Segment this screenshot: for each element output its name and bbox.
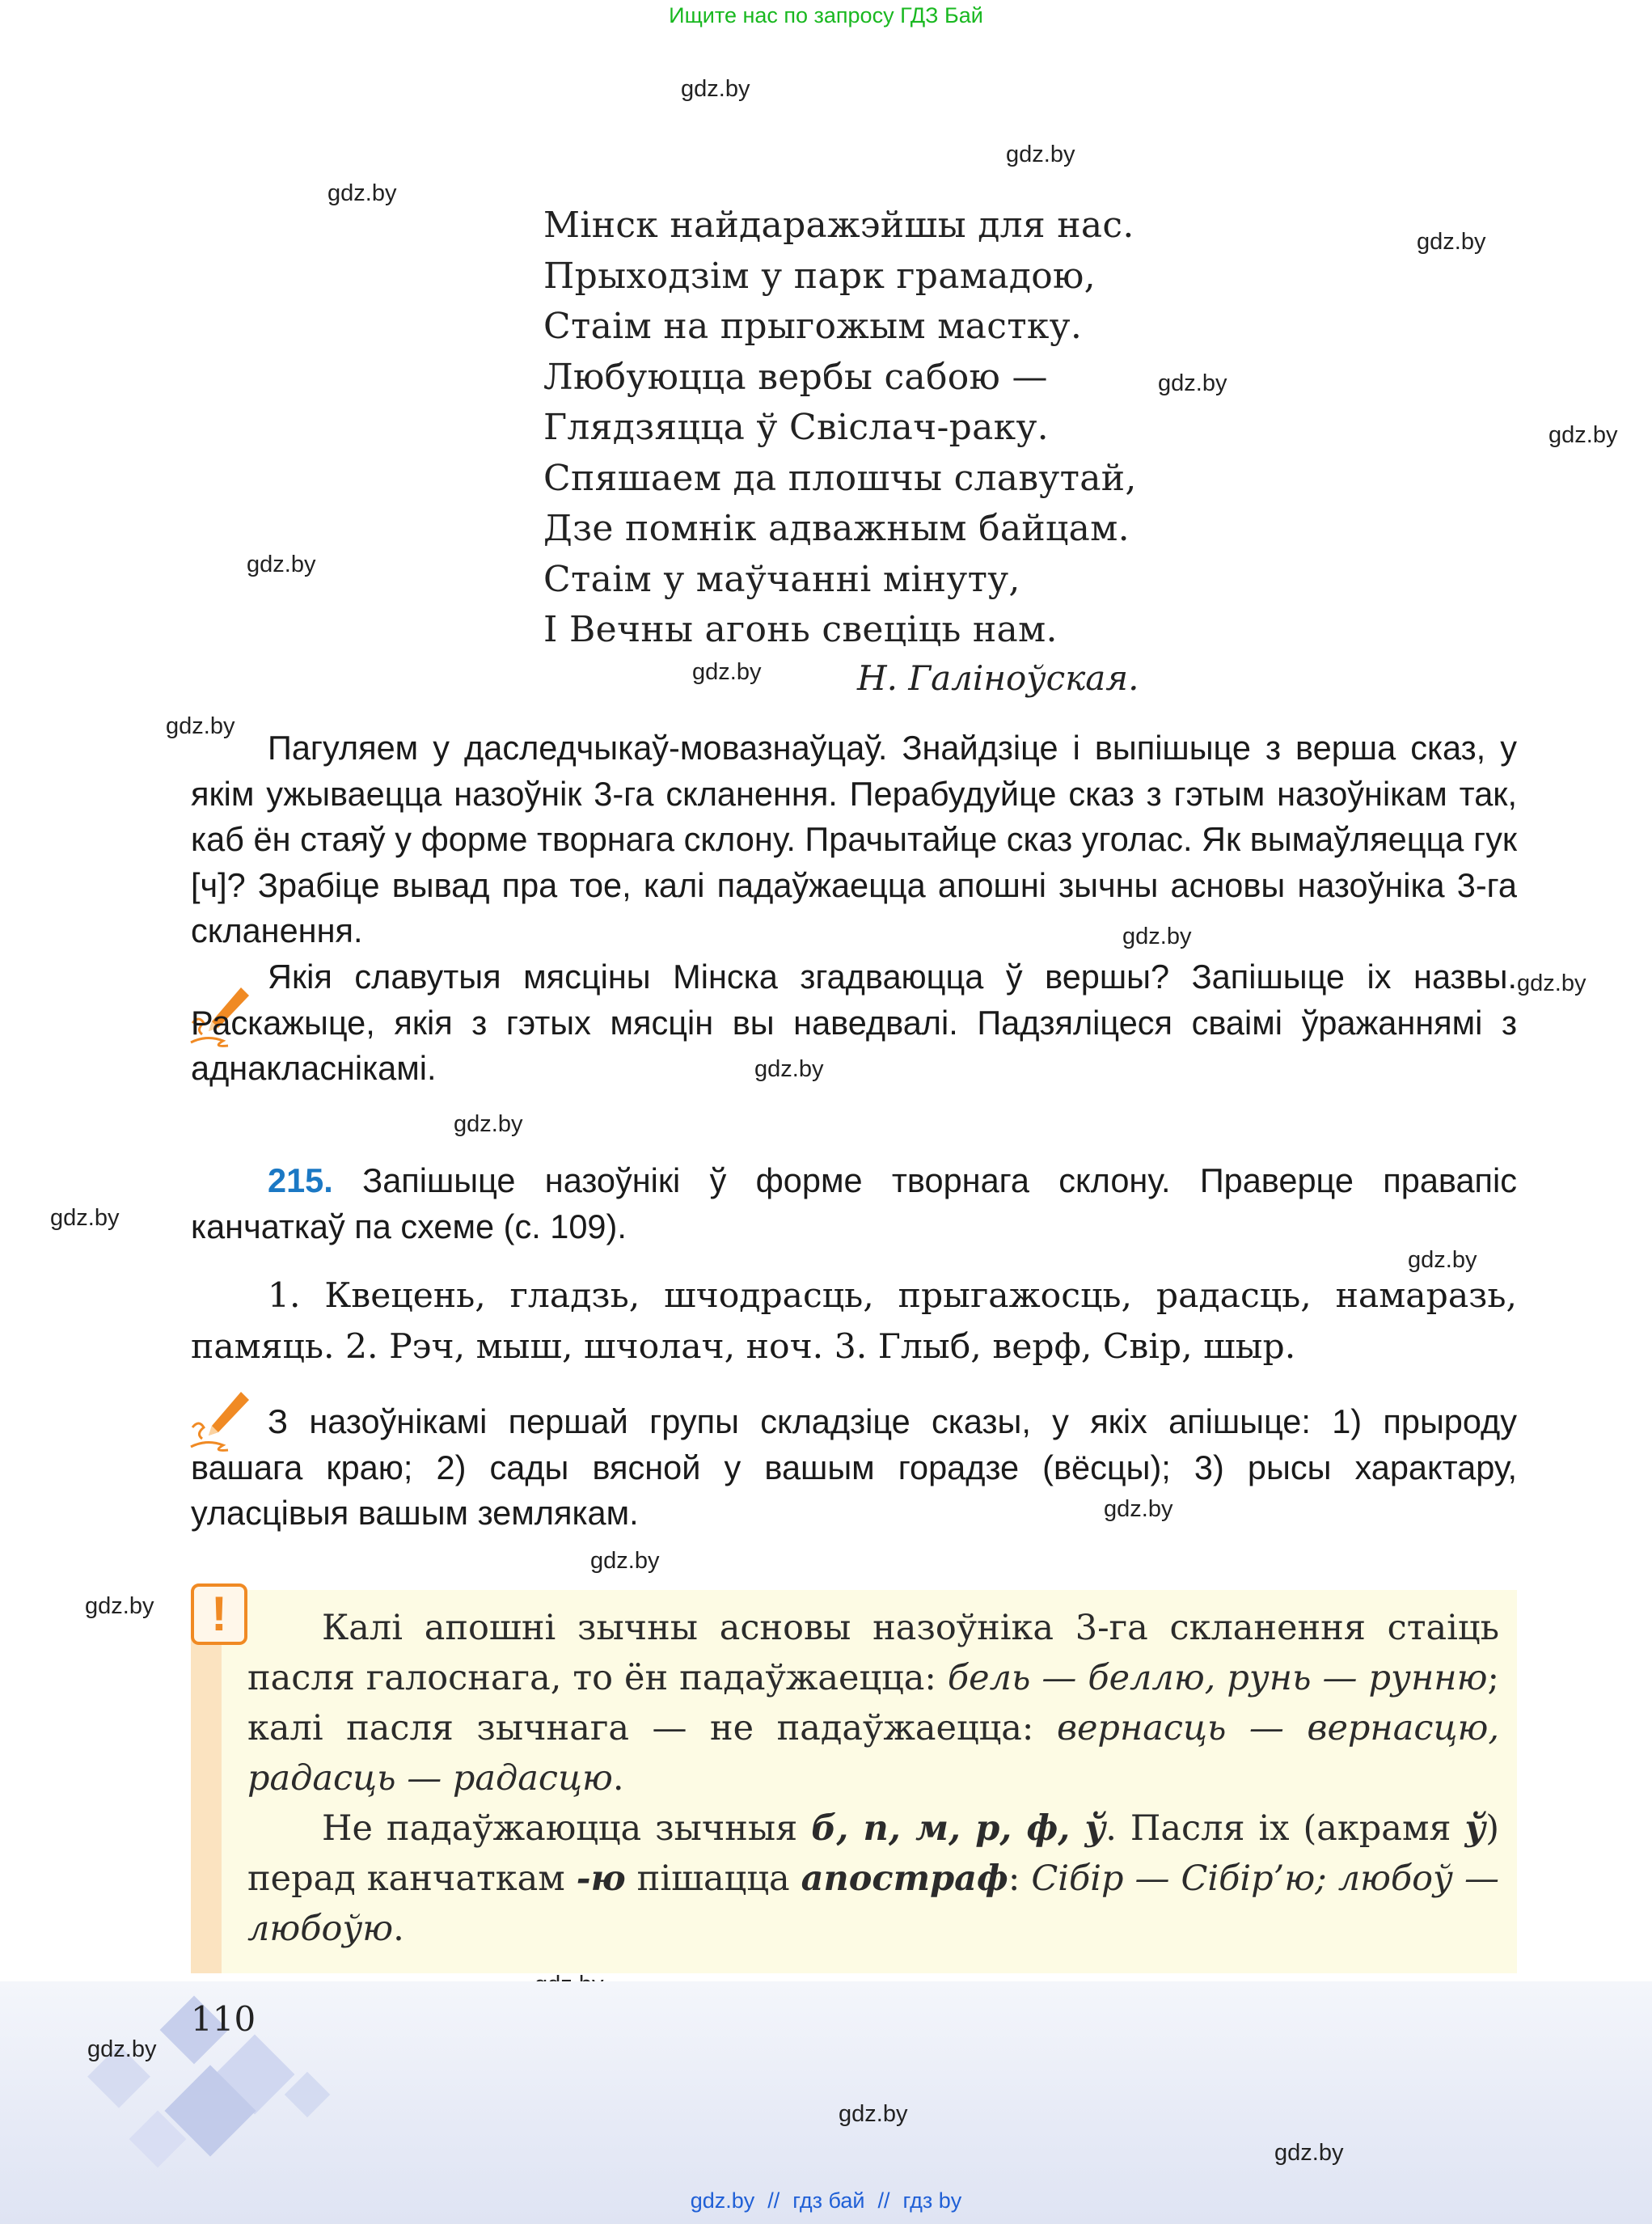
poem-line: І Вечны агонь свеціць нам. (543, 609, 1058, 650)
watermark: gdz.by (1408, 1247, 1477, 1273)
task-places: Якія славутыя мясціны Мінска згадваюцца ў вершы? Запішыце іх назвы. Раскажыце, якія з гэтых мясцін вы наведвалі. Падзяліцеся сваімі ўражаннямі з аднакласнікамі. (191, 958, 1517, 1087)
watermark: gdz.by (50, 1205, 120, 1231)
watermark: gdz.by (85, 1593, 154, 1619)
rule-text (247, 1603, 1499, 1954)
footer-link[interactable]: гдз бай (792, 2188, 865, 2213)
poem-line: Стаім на прыгожым мастку. (543, 306, 1083, 347)
watermark: gdz.by (590, 1548, 660, 1574)
watermark: gdz.by (1006, 142, 1075, 167)
rule-text-part: Не падаўжаюцца зычныя (322, 1808, 812, 1849)
watermark: gdz.by (87, 2036, 157, 2062)
watermark: gdz.by (839, 2101, 908, 2127)
task-research: Пагуляем у даследчыкаў-мовазнаўцаў. Знайдзіце і выпішыце з верша сказ, у якім ужываецца назоўнік 3-га скланення. Перабудуйце сказ з гэтым назоўнікам так, каб ён стаяў у форме творнага склону. Прачытайце сказ уголас. Як вымаўляецца гук [ч]? Зрабіце вывад пра тое, калі падаўжаецца апошні зычны асновы назоўніка 3-га скланення. (191, 729, 1517, 949)
rule-example: вернасць — вернасцю, радасць — радасцю (247, 1708, 1499, 1799)
watermark: gdz.by (681, 76, 750, 102)
watermark: gdz.by (327, 180, 397, 206)
rule-text-part: . (612, 1758, 624, 1799)
rule-ending: -ю (576, 1858, 626, 1899)
decorative-diamonds (49, 1957, 453, 2200)
footer-link[interactable]: gdz.by (690, 2188, 755, 2213)
poem-line: Мінск найдаражэйшы для нас. (543, 205, 1134, 246)
rule-text-part: пішацца (625, 1858, 801, 1899)
poem-line: Прыходзім у парк грамадою, (543, 255, 1096, 297)
watermark: gdz.by (1517, 970, 1587, 996)
watermark: gdz.by (166, 713, 235, 739)
footer-link[interactable]: гдз by (902, 2188, 962, 2213)
rule-term: апостраф (801, 1858, 1008, 1899)
rule-paragraph (247, 1803, 1499, 1954)
poem-author: Н. Галіноўская. (857, 658, 1139, 698)
exercise-writing-task: З назоўнікамі першай групы складзіце сказы, у якіх апішыце: 1) прыроду вашага краю; 2) сады вясной у вашым горадзе (вёсцы); 3) рысы характару, уласцівыя вашым землякам. (191, 1402, 1517, 1532)
watermark: gdz.by (1274, 2140, 1344, 2166)
rule-example: бель — беллю, рунь — рунню (947, 1658, 1488, 1698)
watermark: gdz.by (1122, 924, 1192, 949)
watermark: gdz.by (454, 1111, 523, 1137)
rule-text-part: Калі апошні зычны асновы назоўніка 3-га скланення стаіць пасля галоснага, то ён падаўжаецца: (247, 1608, 1499, 1698)
watermark: gdz.by (1104, 1496, 1173, 1522)
rule-letters: ў (1464, 1808, 1486, 1849)
page-number: 110 (191, 1999, 256, 2039)
watermark: gdz.by (692, 659, 762, 685)
rule-text-part: ; калі пасля зычнага — не падаўжаецца: (247, 1658, 1499, 1748)
top-banner[interactable]: Ищите нас по запросу ГДЗ Бай (669, 3, 983, 27)
footer-separator: // (877, 2188, 890, 2213)
rule-text-part: ) перад канчаткам (247, 1808, 1500, 1899)
rule-text-part: : (1008, 1858, 1032, 1899)
exercise-number: 215. (268, 1161, 333, 1199)
rule-text-part: . Пасля іх (акрамя (1105, 1808, 1465, 1849)
watermark: gdz.by (1548, 422, 1618, 448)
poem-line: Любуюцца вербы сабою — (543, 356, 1048, 398)
watermark: gdz.by (247, 552, 316, 577)
exercise-words: 1. Квецень, гладзь, шчодрасць, прыгажосць, радасць, намаразь, памяць. 2. Рэч, мыш, шчолач, ноч. 3. Глыб, верф, Свір, шыр. (191, 1276, 1517, 1367)
poem-line: Спяшаем да плошчы славутай, (543, 457, 1137, 499)
poem-line: Глядзяцца ў Свіслач-раку. (543, 407, 1049, 448)
footer-separator: // (767, 2188, 780, 2213)
rule-example: Сібір — Сібір’ю; любоў — любоўю (247, 1858, 1499, 1949)
rule-letters: б, п, м, р, ф, ў (811, 1808, 1106, 1849)
watermark: gdz.by (1158, 370, 1227, 396)
footer-links (0, 2188, 1652, 2213)
poem-line: Стаім у маўчанні мінуту, (543, 558, 1020, 600)
exercise-instruction (191, 1158, 1517, 1249)
rule-paragraph (247, 1603, 1499, 1803)
watermark: gdz.by (1417, 229, 1486, 255)
rule-text-part: . (393, 1909, 404, 1949)
poem (543, 201, 1137, 656)
exercise-instruction-text: Запішыце назоўнікі ў форме творнага склону. Праверце правапіс канчаткаў па схеме (с. 109). (191, 1161, 1517, 1245)
exclamation-icon: ! (191, 1583, 247, 1645)
poem-line: Дзе помнік адважным байцам. (543, 508, 1130, 549)
watermark: gdz.by (754, 1056, 824, 1082)
